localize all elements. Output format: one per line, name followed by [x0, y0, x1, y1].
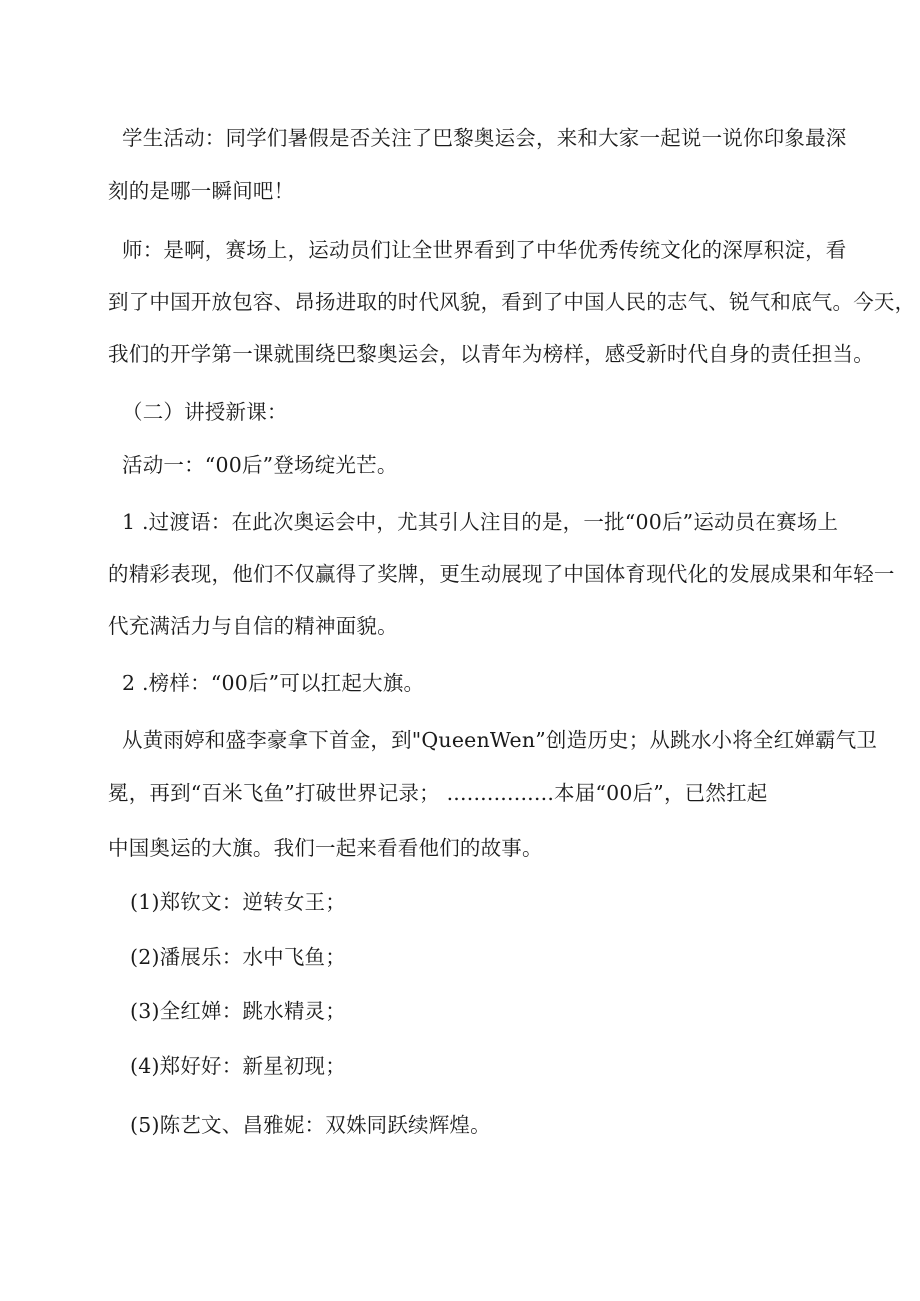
- student-activity-line-1: 学生活动：同学们暑假是否关注了巴黎奥运会，来和大家一起说一说你印象最深: [122, 126, 847, 150]
- item-1-line-1: 1 .过渡语：在此次奥运会中，尤其引人注目的是，一批“00后”运动员在赛场上: [122, 510, 839, 534]
- story-list-item-1: (1)郑钦文：逆转女王；: [130, 890, 346, 914]
- story-list-item-5: (5)陈艺文、昌雅妮：双姝同跃续辉煌。: [130, 1113, 491, 1137]
- activity-one-heading: 活动一：“00后”登场绽光芒。: [122, 453, 398, 477]
- examples-intro-line-3: 中国奥运的大旗。我们一起来看看他们的故事。: [108, 836, 543, 860]
- section-heading-new-lesson: （二）讲授新课：: [122, 400, 288, 424]
- item-2-heading: 2 .榜样：“00后”可以扛起大旗。: [122, 671, 425, 695]
- story-list-item-4: (4)郑好好：新星初现；: [130, 1054, 346, 1078]
- story-list-item-2: (2)潘展乐：水中飞鱼；: [130, 945, 346, 969]
- story-list-item-3: (3)全红婵：跳水精灵；: [130, 999, 346, 1023]
- student-activity-line-2: 刻的是哪一瞬间吧！: [108, 179, 295, 203]
- teacher-remark-line-1: 师：是啊，赛场上，运动员们让全世界看到了中华优秀传统文化的深厚积淀，看: [122, 238, 847, 262]
- item-1-line-3: 代充满活力与自信的精神面貌。: [108, 614, 398, 638]
- examples-intro-line-1: 从黄雨婷和盛李豪拿下首金，到"QueenWen”创造历史；从跳水小将全红婵霸气卫: [122, 728, 878, 752]
- teacher-remark-line-3: 我们的开学第一课就围绕巴黎奥运会，以青年为榜样，感受新时代自身的责任担当。: [108, 342, 874, 366]
- examples-intro-line-2: 冕，再到“百米飞鱼”打破世界记录； ................本届“00后”，已然扛起: [108, 781, 768, 805]
- item-1-line-2: 的精彩表现，他们不仅赢得了奖牌，更生动展现了中国体育现代化的发展成果和年轻一: [108, 562, 895, 586]
- teacher-remark-line-2: 到了中国开放包容、昂扬进取的时代风貌，看到了中国人民的志气、锐气和底气。今天，: [108, 290, 916, 314]
